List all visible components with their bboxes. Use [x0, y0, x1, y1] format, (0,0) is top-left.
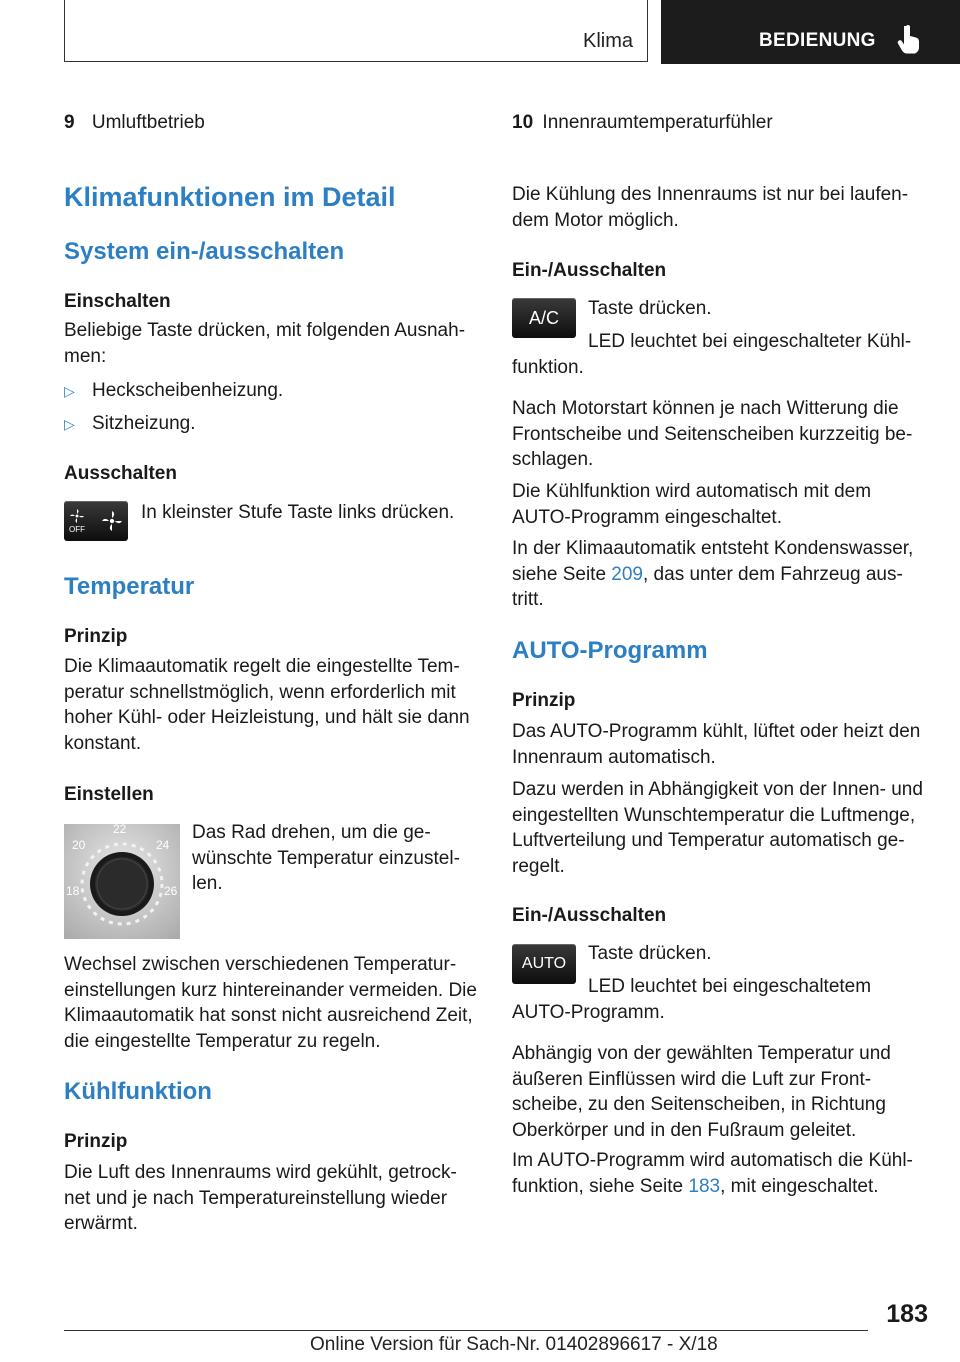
- paragraph-prinzip-kuehl: Die Luft des Innenraums wird gekühlt, getrock-net und je nach Temperatureinstellung wieder erwärmt.: [64, 1162, 457, 1234]
- dial-mark: 26: [164, 884, 178, 898]
- subheading-ein-ausschalten: Ein-/Ausschalten: [512, 260, 667, 281]
- subheading-ausschalten: Ausschalten: [64, 463, 177, 484]
- paragraph-taste: Taste drücken.: [588, 943, 712, 964]
- paragraph-kuehlfunktion-auto: Die Kühlfunktion wird automatisch mit dem AUTO-Programm eingeschaltet.: [512, 481, 872, 528]
- paragraph-taste: Taste drücken.: [588, 298, 712, 319]
- paragraph-auto-2: Dazu werden in Abhängigkeit von der Innen- und eingestellten Wunschtemperatur die Luftmenge, Luftverteilung und Temperatur automatisch ge-regelt.: [512, 779, 923, 877]
- ac-button-image: A/C: [512, 298, 576, 338]
- pointing-hand-icon: [897, 24, 921, 54]
- auto-button-image: AUTO: [512, 944, 576, 984]
- subheading-prinzip: Prinzip: [64, 626, 128, 647]
- off-label: OFF: [69, 525, 85, 534]
- list-item-text: Heckscheibenheizung.: [92, 380, 284, 401]
- text: Im AUTO-Programm wird automatisch die Kühl-funktion, siehe Seite: [512, 1150, 913, 1197]
- paragraph-kondenswasser: [512, 536, 928, 613]
- subheading-ein-ausschalten: Ein-/Ausschalten: [512, 905, 667, 926]
- paragraph-abhaengig: Abhängig von der gewählten Temperatur und äußeren Einflüssen wird die Luft zur Front-scheibe, zu den Seitenscheiben, in Richtung Oberkörper und in den Fußraum geleitet.: [512, 1043, 891, 1141]
- subheading-prinzip: Prinzip: [512, 690, 576, 711]
- paragraph-prinzip: Die Klimaautomatik regelt die eingestellte Tem-peratur schnellstmöglich, wenn erforderlich mit hoher Kühl- oder Heizleistung, und hält sie dann konstant.: [64, 656, 470, 754]
- footer-divider: [64, 1330, 868, 1331]
- text: , mit eingeschaltet.: [720, 1175, 879, 1197]
- bullet-triangle-icon: ▷: [64, 383, 75, 399]
- text: In der Klimaautomatik entsteht Kondenswasser, siehe Seite: [512, 538, 914, 585]
- paragraph-im-auto: [512, 1148, 932, 1199]
- legend-item-9: [64, 112, 205, 134]
- fan-icon: [70, 509, 84, 523]
- heading-system: System ein-/ausschalten: [64, 238, 345, 265]
- subheading-einstellen: Einstellen: [64, 784, 154, 805]
- page-link-209[interactable]: 209: [611, 563, 643, 585]
- header-chapter-title: BEDIENUNG: [759, 30, 876, 51]
- heading-auto-programm: AUTO-Programm: [512, 637, 708, 664]
- header-chapter-box: [661, 0, 960, 64]
- paragraph-kuehlung: Die Kühlung des Innenraums ist nur bei laufen-dem Motor möglich.: [512, 184, 909, 231]
- list-item-text: Sitzheizung.: [92, 413, 196, 434]
- subheading-prinzip: Prinzip: [64, 1131, 128, 1152]
- legend-text: Innenraumtemperaturfühler: [542, 112, 773, 133]
- paragraph-wechsel: Wechsel zwischen verschiedenen Temperatur-einstellungen kurz hintereinander vermeiden. Die Klimaautomatik hat sonst nicht ausreichend Zeit, die eingestellte Temperatur zu regeln.: [64, 954, 477, 1052]
- header-section-box: [64, 0, 648, 62]
- legend-text: Umluftbetrieb: [91, 112, 205, 133]
- paragraph-led: LED leuchtet bei eingeschaltetem AUTO-Programm.: [512, 976, 872, 1023]
- paragraph-einstellen: Das Rad drehen, um die ge-wünschte Temperatur einzustel-len.: [192, 822, 460, 894]
- page-number: 183: [886, 1300, 928, 1328]
- list-item: [64, 413, 196, 435]
- dial-mark: 24: [156, 838, 170, 852]
- fan-off-button-image: [64, 501, 128, 541]
- subheading-einschalten: Einschalten: [64, 291, 171, 312]
- list-item: [64, 380, 283, 402]
- dial-mark: 22: [113, 822, 127, 836]
- header-section-title: Klima: [582, 30, 633, 52]
- heading-kuehlfunktion: Kühlfunktion: [64, 1078, 212, 1105]
- footer-version-text: Online Version für Sach-Nr. 01402896617 - X/18: [310, 1334, 718, 1355]
- paragraph-motorstart: Nach Motorstart können je nach Witterung die Frontscheibe und Seitenscheiben kurzzeitig be-schlagen.: [512, 398, 913, 470]
- legend-number: 9: [64, 112, 75, 133]
- text: , das unter dem Fahrzeug aus-tritt.: [512, 563, 903, 610]
- heading-temperatur: Temperatur: [64, 573, 195, 600]
- temperature-dial-image: [64, 824, 180, 939]
- fan-icon: [102, 511, 122, 531]
- legend-number: 10: [512, 112, 534, 133]
- section-title: Klimafunktionen im Detail: [64, 182, 396, 212]
- dial-mark: 18: [66, 884, 80, 898]
- paragraph-ausschalten: In kleinster Stufe Taste links drücken.: [141, 502, 455, 523]
- bullet-triangle-icon: ▷: [64, 416, 75, 432]
- legend-item-10: [512, 112, 773, 134]
- paragraph-einschalten: Beliebige Taste drücken, mit folgenden Ausnah-men:: [64, 320, 466, 367]
- dial-mark: 20: [72, 838, 86, 852]
- page-link-183[interactable]: 183: [688, 1175, 721, 1197]
- paragraph-led: LED leuchtet bei eingeschalteter Kühl-funktion.: [512, 331, 912, 378]
- paragraph-auto-1: Das AUTO-Programm kühlt, lüftet oder heizt den Innenraum automatisch.: [512, 721, 921, 768]
